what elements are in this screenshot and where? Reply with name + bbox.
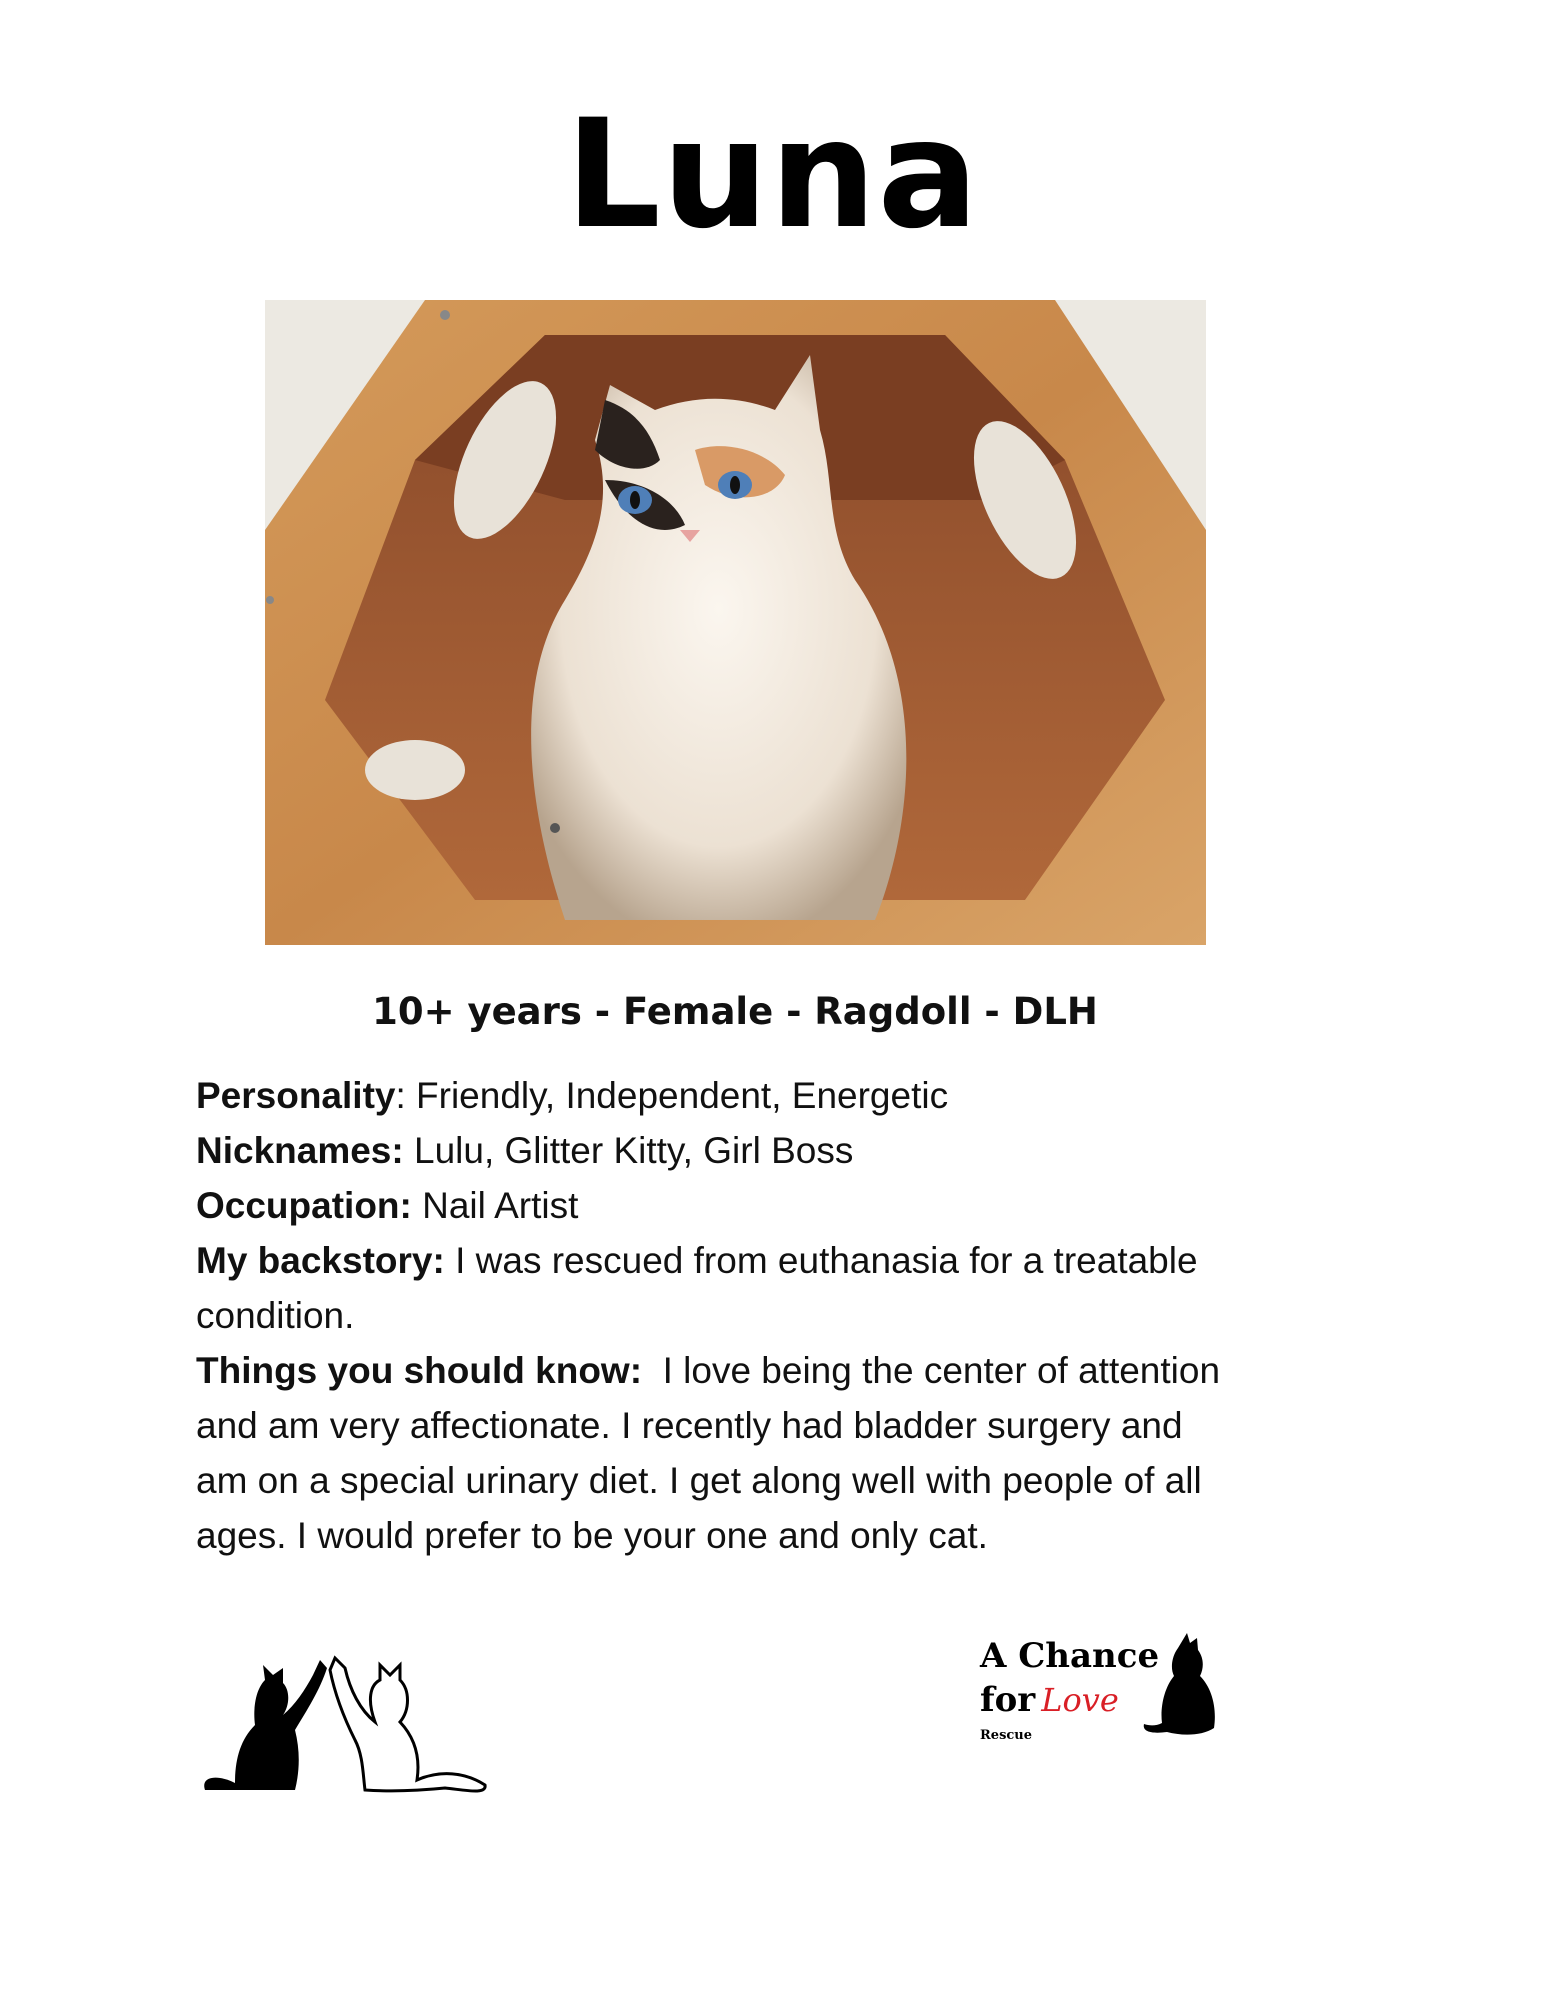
pet-name-title: Luna bbox=[565, 88, 980, 262]
things-to-know-label: Things you should know: bbox=[196, 1350, 643, 1391]
rescue-name-line1: A Chance bbox=[980, 1636, 1160, 1676]
occupation-value: Nail Artist bbox=[411, 1185, 579, 1226]
two-cats-high-five-icon bbox=[195, 1650, 505, 1800]
backstory-value: I was rescued from euthanasia for a treatable condition. bbox=[196, 1240, 1198, 1336]
rescue-subtitle: Rescue bbox=[980, 1728, 1033, 1743]
pet-summary: 10+ years - Female - Ragdoll - DLH bbox=[372, 990, 1098, 1033]
nicknames-label: Nicknames: bbox=[196, 1130, 404, 1171]
cat-photo bbox=[265, 300, 1206, 945]
bio-section bbox=[196, 1068, 1231, 1563]
occupation-line bbox=[196, 1178, 1226, 1233]
occupation-label: Occupation: bbox=[196, 1185, 412, 1226]
personality-line bbox=[196, 1068, 1226, 1123]
backstory-line bbox=[196, 1233, 1226, 1343]
rescue-name-line2 bbox=[980, 1680, 1119, 1720]
personality-value: : Friendly, Independent, Energetic bbox=[395, 1075, 949, 1116]
personality-label: Personality bbox=[196, 1075, 396, 1116]
backstory-label: My backstory: bbox=[196, 1240, 445, 1281]
cat-in-wooden-hexagon-bed-icon bbox=[265, 300, 1206, 945]
rescue-love: Love bbox=[1041, 1681, 1119, 1719]
sitting-cat-silhouette-icon bbox=[1142, 1628, 1222, 1738]
things-to-know-line bbox=[196, 1343, 1231, 1563]
rescue-logo bbox=[980, 1628, 1230, 1748]
rescue-for: for bbox=[980, 1680, 1036, 1720]
nicknames-line bbox=[196, 1123, 1226, 1178]
things-to-know-value: I love being the center of attention and am very affectionate. I recently had bladder surgery and am on a special urinary diet. I get along well with people of all ages. I would prefer to be your one and only cat. bbox=[196, 1350, 1231, 1556]
nicknames-value: Lulu, Glitter Kitty, Girl Boss bbox=[403, 1130, 854, 1171]
